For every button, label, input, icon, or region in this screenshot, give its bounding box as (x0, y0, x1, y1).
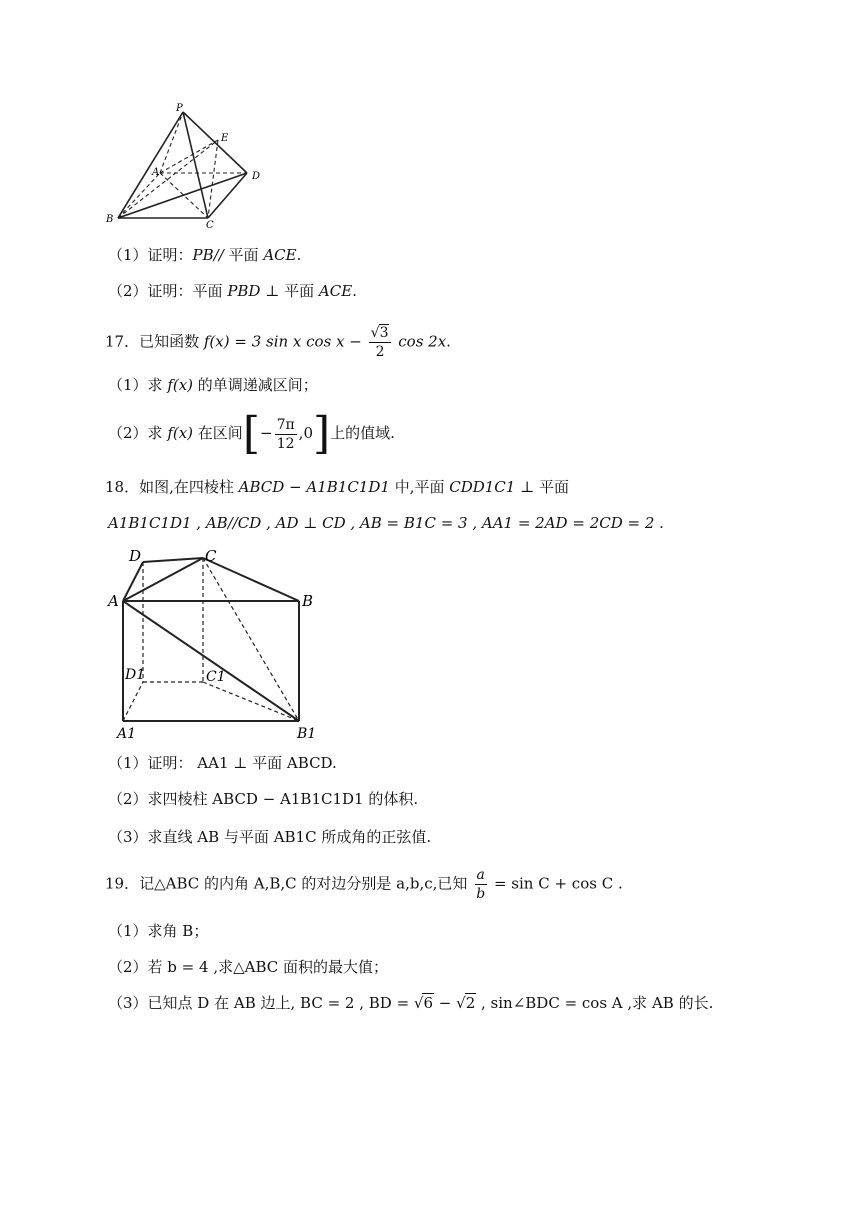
q17-part1: （1）求 f(x) 的单调递减区间； (108, 376, 318, 394)
label-b: B (302, 592, 314, 610)
q19-part3: （3）已知点 D 在 AB 边上, BC = 2 , BD = √6 − √2 , sin∠BDC = cos A ,求 AB 的长. (108, 994, 714, 1012)
q19-part1: （1）求角 B； (108, 922, 209, 940)
q18-stem-line2: A1B1C1D1 , AB//CD , AD ⊥ CD , AB = B1C = 3 , AA1 = 2AD = 2CD = 2 . (108, 514, 664, 532)
q18-part3: （3）求直线 AB 与平面 AB1C 所成角的正弦值. (108, 828, 432, 846)
sqrt3-over-2: $\frac{√3}{2}$ (369, 324, 392, 361)
q18-part2: （2）求四棱柱 ABCD − A1B1C1D1 的体积. (108, 790, 419, 808)
label-a: A (108, 592, 119, 610)
label-a1: A1 (117, 726, 137, 740)
label-b1: B1 (297, 726, 317, 740)
q16-part2: （2）证明：平面 PBD ⊥ 平面 ACE. (108, 282, 357, 300)
label-b: B (106, 214, 114, 225)
a-over-b: $\frac{a}{b}$ (476, 867, 486, 902)
label-c: C (206, 220, 214, 230)
label-a: A (152, 167, 160, 178)
q19-part2: （2）若 b = 4 ,求△ABC 面积的最大值； (108, 958, 389, 976)
q18-stem-line1: 18．如图,在四棱柱 ABCD − A1B1C1D1 中,平面 CDD1C1 ⊥ 平面 (105, 478, 569, 496)
label-d1: D1 (125, 667, 146, 683)
label-d: D (129, 547, 142, 565)
q17-part2: （2）求 f(x) 在区间[− $\frac{7\pi}{12}$ ,0]上的值域. (108, 408, 395, 459)
pyramid-figure (100, 100, 270, 230)
label-e: E (221, 133, 229, 144)
q19-stem: 19．记△ABC 的内角 A,B,C 的对边分别是 a,b,c,已知 $\frac{a}{b}$ = sin C + cos C . (105, 867, 623, 902)
prism-figure (105, 544, 335, 740)
q17-stem: 17．已知函数 f(x) = 3 sin x cos x − $\frac{√3}{2}$ cos 2x. (105, 325, 451, 360)
label-c1: C1 (206, 669, 226, 685)
q16-part1: （1）证明：PB// 平面 ACE. (108, 246, 302, 264)
label-p: P (176, 103, 183, 114)
q18-part1: （1）证明： AA1 ⊥ 平面 ABCD. (108, 754, 337, 772)
label-d: D (252, 171, 261, 182)
label-c: C (205, 547, 217, 565)
